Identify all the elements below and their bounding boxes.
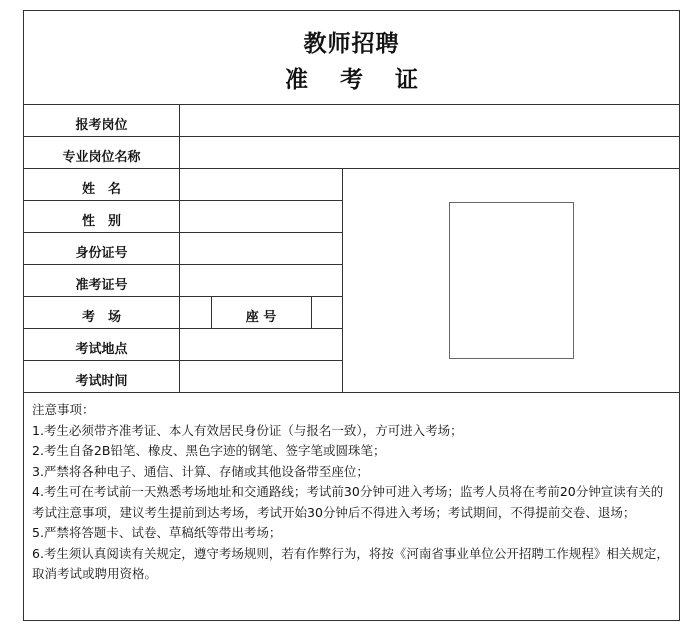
value-name bbox=[180, 169, 342, 200]
value-exam-location bbox=[180, 329, 342, 360]
value-exam-room bbox=[180, 297, 211, 328]
label-seat: 座 号 bbox=[245, 310, 277, 325]
note-item: 5.严禁将答题卡、试卷、草稿纸等带出考场； bbox=[32, 525, 282, 540]
label-exam-location: 考试地点 bbox=[75, 342, 128, 357]
label-exam-room: 考 场 bbox=[81, 310, 121, 325]
admission-ticket bbox=[23, 10, 680, 621]
label-gender: 性 别 bbox=[81, 214, 121, 229]
ticket-header bbox=[24, 11, 679, 105]
value-id-number bbox=[180, 233, 342, 264]
note-item: 1.考生必须带齐准考证、本人有效居民身份证（与报名一致），方可进入考场； bbox=[32, 422, 463, 438]
value-position-name bbox=[180, 137, 679, 168]
row-divider bbox=[24, 168, 679, 169]
note-item: 6.考生须认真阅读有关规定，遵守考场规则，若有作弊行为，将按《河南省事业单位公开招聘工作规程》相关规定，取消考试或聘用资格。 bbox=[32, 545, 669, 581]
label-position: 报考岗位 bbox=[75, 118, 128, 133]
note-item: 2.考生自备2B铅笔、橡皮、黑色字迹的钢笔、签字笔或圆珠笔； bbox=[32, 443, 386, 458]
note-item: 3.严禁将各种电子、通信、计算、存储或其他设备带至座位； bbox=[32, 463, 369, 479]
photo-box bbox=[449, 202, 574, 359]
ticket-subtitle: 准 考 证 bbox=[284, 67, 430, 93]
note-item: 4.考生可在考试前一天熟悉考场地址和交通路线；考试前30分钟可进入考场；监考人员将在考前20分钟宣读有关的考试注意事项，建议考生提前到达考场，考试开始30分钟后不得进入考场；考试期间，不得提前交卷、退场； bbox=[32, 484, 664, 520]
notes-section bbox=[32, 400, 672, 585]
label-position-name: 专业岗位名称 bbox=[62, 150, 141, 165]
notes-heading: 注意事项： bbox=[32, 402, 95, 417]
value-gender bbox=[180, 201, 342, 232]
value-ticket-number bbox=[180, 265, 342, 296]
label-exam-time: 考试时间 bbox=[75, 374, 128, 389]
value-position bbox=[180, 105, 679, 136]
photo-column-divider bbox=[342, 168, 343, 392]
notes-divider bbox=[24, 392, 679, 393]
value-exam-time bbox=[180, 361, 342, 392]
label-name: 姓 名 bbox=[81, 182, 121, 197]
label-ticket-number: 准考证号 bbox=[75, 278, 128, 293]
label-id-number: 身份证号 bbox=[75, 246, 128, 261]
value-seat bbox=[312, 297, 342, 328]
ticket-title: 教师招聘 bbox=[303, 31, 400, 57]
